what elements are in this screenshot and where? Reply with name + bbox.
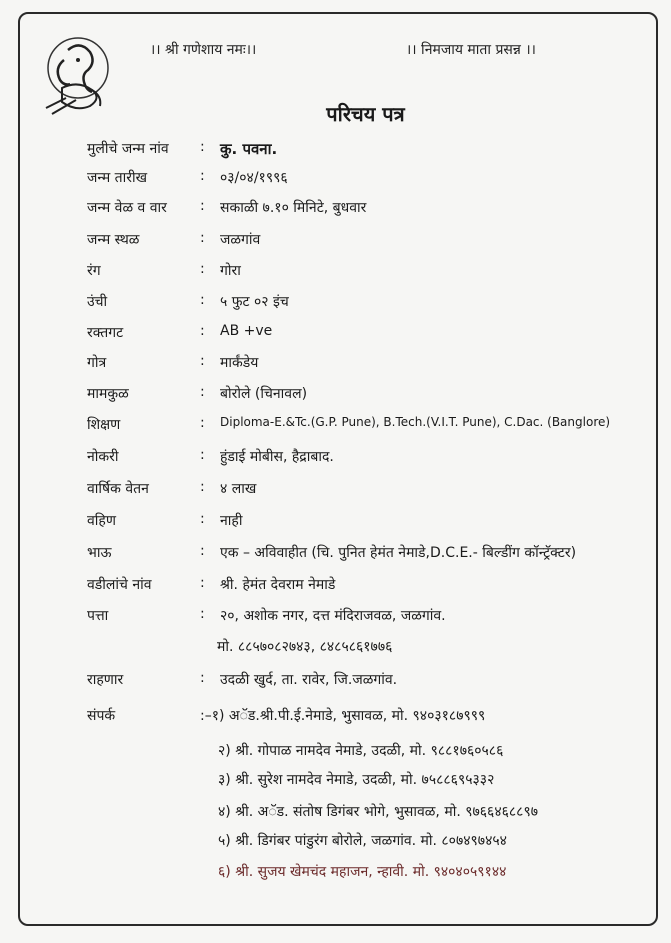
detail-value: श्री. हेमंत देवराम नेमाडे xyxy=(220,577,336,593)
colon-separator: : xyxy=(200,323,205,339)
detail-value: Diploma-E.&Tc.(G.P. Pune), B.Tech.(V.I.T. Pune), C.Dac. (Banglore) xyxy=(220,415,611,429)
colon-separator: : xyxy=(200,168,205,184)
detail-row xyxy=(0,670,671,694)
header-right-blessing: ।। निमजाय माता प्रसन्न ।। xyxy=(406,42,536,58)
detail-value: हुंडाई मोबीस, हैद्राबाद. xyxy=(220,449,334,465)
colon-separator: : xyxy=(200,353,205,369)
detail-label: पत्ता xyxy=(87,608,109,624)
detail-value: AB +ve xyxy=(220,323,273,339)
colon-separator: : xyxy=(200,447,205,463)
detail-label: जन्म वेळ व वार xyxy=(87,200,167,216)
detail-label: नोकरी xyxy=(87,449,119,465)
contact-label: संपर्क xyxy=(87,708,116,724)
detail-row xyxy=(0,292,671,316)
reference-4: ४) श्री. अॅड. संतोष डिगंबर भोगे, भुसावळ, मो. ९७६६४६८८९७ xyxy=(218,804,539,820)
colon-separator: : xyxy=(200,198,205,214)
detail-value: मार्कंडेय xyxy=(220,355,259,371)
colon-separator: : xyxy=(200,670,205,686)
detail-label: वार्षिक वेतन xyxy=(87,481,149,497)
detail-value: कु. पवना. xyxy=(220,140,278,158)
detail-value: नाही xyxy=(220,513,243,529)
reference-5: ५) श्री. डिगंबर पांडुरंग बोरोले, जळगांव. मो. ८०७४९७४५४ xyxy=(218,833,507,849)
reference-1: :–१) अॅड.श्री.पी.ई.नेमाडे, भुसावळ, मो. ९४०३१८७९९९ xyxy=(200,708,486,724)
reference-2: २) श्री. गोपाळ नामदेव नेमाडे, उदळी, मो. ९८८१७६०५८६ xyxy=(218,743,504,759)
detail-row xyxy=(0,575,671,599)
detail-row xyxy=(0,139,671,163)
detail-label: गोत्र xyxy=(87,355,107,371)
detail-row xyxy=(0,543,671,567)
detail-row xyxy=(0,198,671,222)
detail-row xyxy=(0,323,671,347)
detail-value: ५ फुट ०२ इंच xyxy=(220,294,289,310)
detail-label: जन्म स्थळ xyxy=(87,232,140,248)
detail-value: ०३/०४/१९९६ xyxy=(220,170,288,186)
detail-value: २०, अशोक नगर, दत्त मंदिराजवळ, जळगांव. xyxy=(220,608,446,624)
detail-label: शिक्षण xyxy=(87,417,121,433)
detail-label: मामकुळ xyxy=(87,386,129,402)
detail-value: उदळी खुर्द, ता. रावेर, जि.जळगांव. xyxy=(220,672,398,688)
detail-row xyxy=(0,168,671,192)
detail-row xyxy=(0,606,671,630)
detail-label: राहणार xyxy=(87,672,124,688)
colon-separator: : xyxy=(200,575,205,591)
detail-value: सकाळी ७.१० मिनिटे, बुधवार xyxy=(220,200,367,216)
detail-row xyxy=(0,511,671,535)
detail-label: जन्म तारीख xyxy=(87,170,148,186)
detail-row xyxy=(0,353,671,377)
detail-value: एक – अविवाहीत (चि. पुनित हेमंत नेमाडे,D.C.E.- बिल्डींग कॉन्ट्रॅक्टर) xyxy=(220,545,577,561)
reference-6: ६) श्री. सुजय खेमचंद महाजन, न्हावी. मो. ९४०४०५९१४४ xyxy=(218,864,507,880)
colon-separator: : xyxy=(200,543,205,559)
detail-label: मुलीचे जन्म नांव xyxy=(87,141,169,157)
colon-separator: : xyxy=(200,606,205,622)
address-phone-line: मो. ८८५७०८२७४३, ८४८५८६१७७६ xyxy=(217,639,393,655)
detail-label: रंग xyxy=(87,263,101,279)
detail-label: रक्तगट xyxy=(87,325,124,341)
detail-label: वहिण xyxy=(87,513,116,529)
colon-separator: : xyxy=(200,511,205,527)
detail-row xyxy=(0,479,671,503)
colon-separator: : xyxy=(200,261,205,277)
detail-value: बोरोले (चिनावल) xyxy=(220,386,308,402)
detail-value: जळगांव xyxy=(220,232,261,248)
detail-row xyxy=(0,261,671,285)
detail-row xyxy=(0,230,671,254)
colon-separator: : xyxy=(200,479,205,495)
detail-row xyxy=(0,384,671,408)
colon-separator: : xyxy=(200,230,205,246)
detail-label: भाऊ xyxy=(87,545,112,561)
detail-row xyxy=(0,447,671,471)
document-title: परिचय पत्र xyxy=(326,102,405,126)
colon-separator: : xyxy=(200,139,205,155)
colon-separator: : xyxy=(200,415,205,431)
reference-3: ३) श्री. सुरेश नामदेव नेमाडे, उदळी, मो. ७५८८६९५३३२ xyxy=(218,772,495,788)
colon-separator: : xyxy=(200,384,205,400)
detail-row xyxy=(0,415,671,439)
detail-label: उंची xyxy=(87,294,108,310)
header-left-blessing: ।। श्री गणेशाय नमः।। xyxy=(150,42,257,58)
colon-separator: : xyxy=(200,292,205,308)
detail-label: वडीलांचे नांव xyxy=(87,577,152,593)
detail-value: गोरा xyxy=(220,263,241,279)
detail-value: ४ लाख xyxy=(220,481,257,497)
